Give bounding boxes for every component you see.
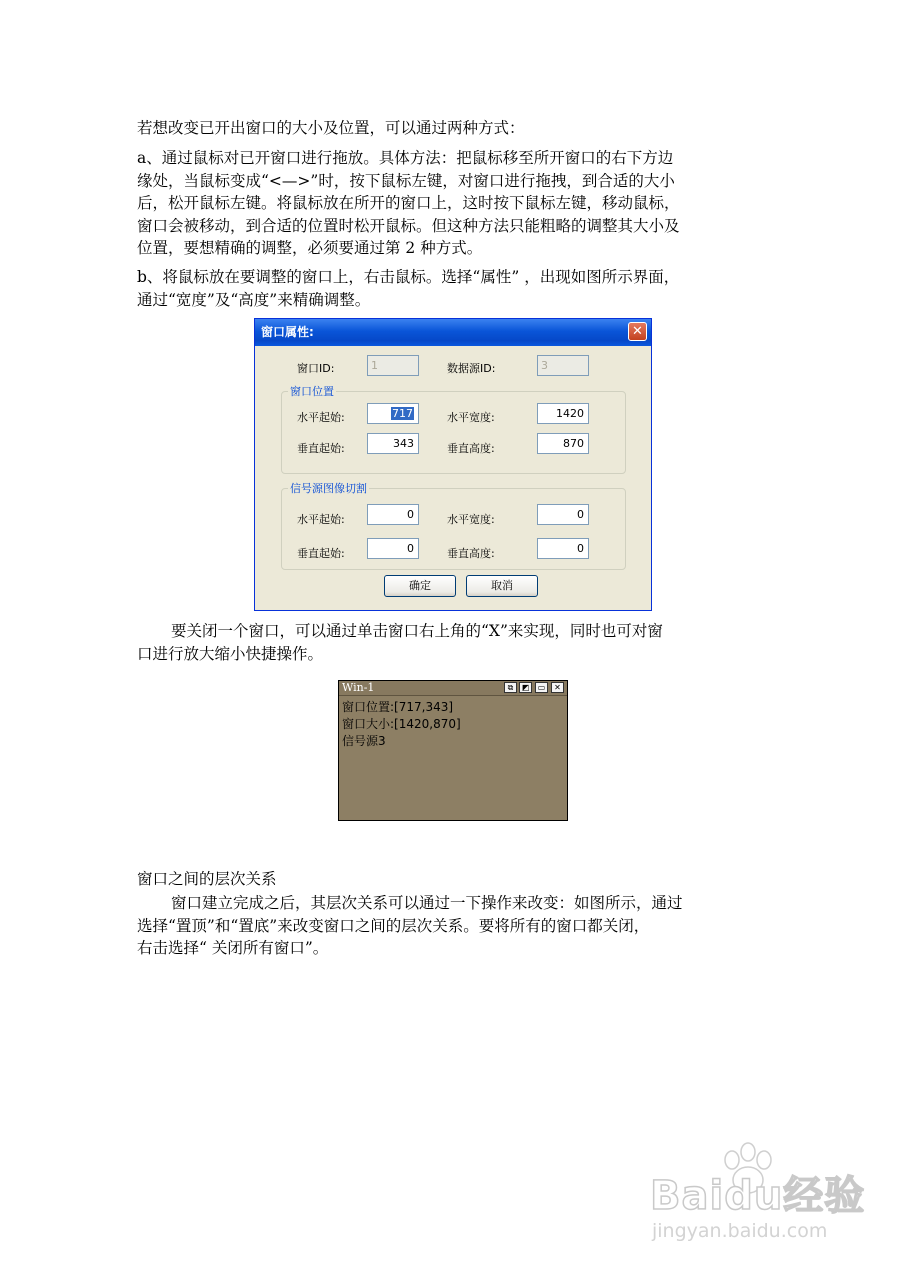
window-properties-dialog xyxy=(254,318,652,611)
cancel-button[interactable]: 取消 xyxy=(466,575,538,597)
crop-v-start-field[interactable]: 0 xyxy=(367,538,419,559)
v-start-field[interactable]: 343 xyxy=(367,433,419,454)
crop-v-start-label: 垂直起始: xyxy=(297,547,345,560)
intro-line: 若想改变已开出窗口的大小及位置，可以通过两种方式： xyxy=(137,119,525,137)
resize-icon[interactable]: ◩ xyxy=(519,682,532,693)
method-b-line: b、将鼠标放在要调整的窗口上，右击鼠标。选择“属性” ，出现如图所示界面， xyxy=(137,268,680,286)
dialog-title: 窗口属性: xyxy=(261,325,314,339)
crop-h-start-label: 水平起始: xyxy=(297,513,345,526)
source-id-label: 数据源ID: xyxy=(447,362,496,375)
maximize-icon[interactable]: ▭ xyxy=(535,682,548,693)
dialog-titlebar xyxy=(255,319,651,346)
crop-h-width-label: 水平宽度: xyxy=(447,513,495,526)
method-b-paragraph xyxy=(137,266,777,311)
section-heading xyxy=(137,868,777,891)
method-a-line: 窗口会被移动，到合适的位置时松开鼠标。但这种方法只能粗略的调整其大小及 xyxy=(137,216,680,235)
close-icon[interactable]: ✕ xyxy=(628,322,647,341)
crop-v-height-field[interactable]: 0 xyxy=(537,538,589,559)
method-a-line: 位置，要想精确的调整，必须要通过第 2 种方式。 xyxy=(137,239,483,257)
h-start-value: 717 xyxy=(392,407,413,420)
window-id-label: 窗口ID: xyxy=(297,362,335,375)
method-a-paragraph xyxy=(137,147,777,260)
window-preview-title: Win-1 xyxy=(342,681,375,694)
window-position-text: 窗口位置:[717,343] xyxy=(342,700,454,714)
crop-h-start-field[interactable]: 0 xyxy=(367,504,419,525)
h-start-field[interactable] xyxy=(367,403,419,424)
close-icon[interactable]: ✕ xyxy=(551,682,564,693)
method-a-line: a、通过鼠标对已开窗口进行拖放。具体方法：把鼠标移至所开窗口的右下方边 xyxy=(137,149,674,167)
close-window-paragraph xyxy=(137,620,777,665)
signal-source-text: 信号源3 xyxy=(342,734,386,748)
method-b-line: 通过“宽度”及“高度”来精确调整。 xyxy=(137,290,371,309)
layer-line: 右击选择“ 关闭所有窗口”。 xyxy=(137,939,329,957)
h-width-label: 水平宽度: xyxy=(447,411,495,424)
close-window-line: 口进行放大缩小快捷操作。 xyxy=(137,644,324,663)
watermark-url: jingyan.baidu.com xyxy=(652,1220,828,1242)
layer-paragraph xyxy=(137,892,777,960)
window-position-group-title: 窗口位置 xyxy=(290,385,334,398)
v-height-label: 垂直高度: xyxy=(447,442,495,455)
baidu-watermark xyxy=(640,1140,880,1250)
h-start-label: 水平起始: xyxy=(297,411,345,424)
intro-text xyxy=(137,117,777,140)
restore-icon[interactable]: ⧉ xyxy=(504,682,517,693)
crop-h-width-field[interactable]: 0 xyxy=(537,504,589,525)
source-id-field[interactable]: 3 xyxy=(537,355,589,376)
window-id-field[interactable]: 1 xyxy=(367,355,419,376)
layer-line: 选择“置顶”和“置底”来改变窗口之间的层次关系。要将所有的窗口都关闭， xyxy=(137,916,650,935)
ok-button[interactable]: 确定 xyxy=(384,575,456,597)
method-a-line: 缘处，当鼠标变成“<—>”时，按下鼠标左键，对窗口进行拖拽，到合适的大小 xyxy=(137,171,675,190)
method-a-line: 后，松开鼠标左键。将鼠标放在所开的窗口上，这时按下鼠标左键，移动鼠标， xyxy=(137,194,680,212)
window-preview-titlebar xyxy=(339,681,567,696)
layer-line: 窗口建立完成之后，其层次关系可以通过一下操作来改变：如图所示，通过 xyxy=(171,894,683,912)
v-height-field[interactable]: 870 xyxy=(537,433,589,454)
crop-v-height-label: 垂直高度: xyxy=(447,547,495,560)
watermark-brand: Baidu经验 xyxy=(650,1173,866,1219)
section-heading-text: 窗口之间的层次关系 xyxy=(137,870,277,888)
window-preview xyxy=(338,680,568,821)
v-start-label: 垂直起始: xyxy=(297,442,345,455)
window-size-text: 窗口大小:[1420,870] xyxy=(342,717,461,731)
close-window-line: 要关闭一个窗口，可以通过单击窗口右上角的“X”来实现，同时也可对窗 xyxy=(171,622,663,640)
h-width-field[interactable]: 1420 xyxy=(537,403,589,424)
signal-crop-group-title: 信号源图像切割 xyxy=(290,482,367,495)
